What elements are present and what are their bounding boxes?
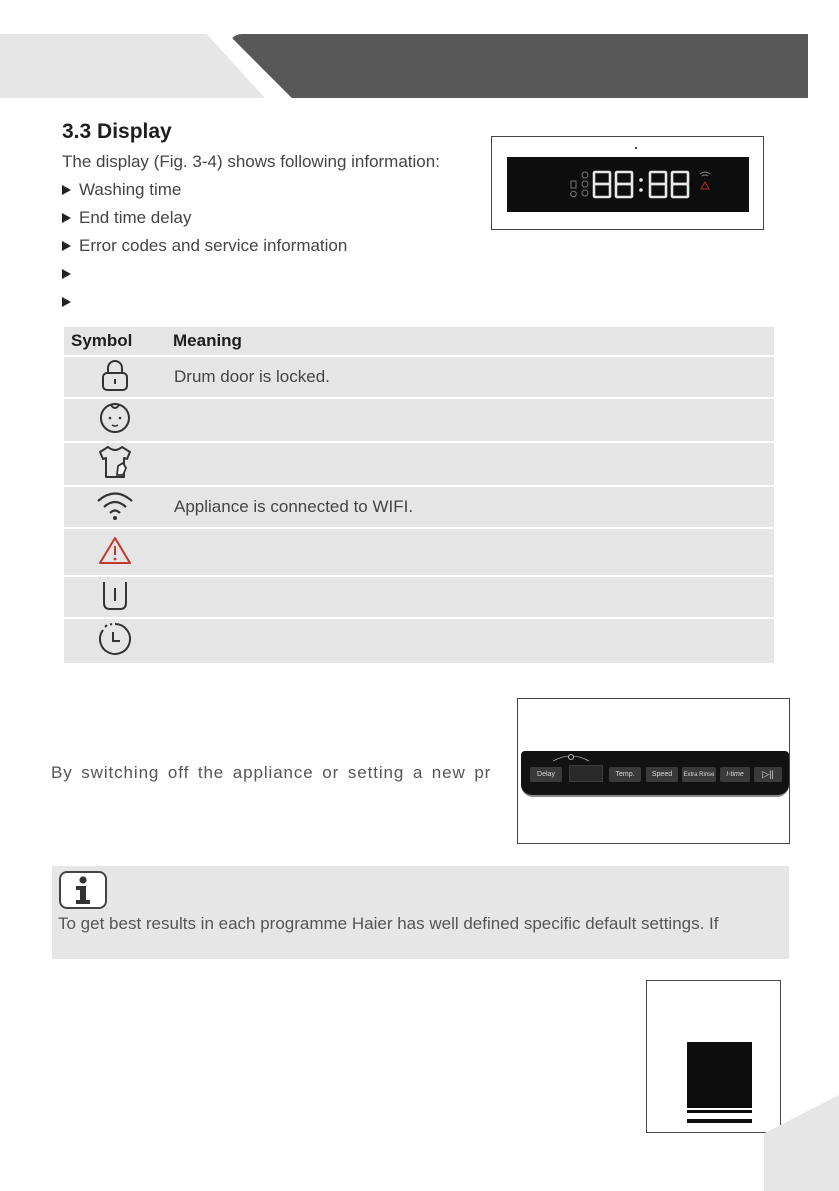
bullet-item xyxy=(62,288,347,316)
table-row xyxy=(64,355,774,397)
meaning-cell xyxy=(166,575,774,617)
table-row xyxy=(64,397,774,441)
triangle-bullet-icon xyxy=(62,269,71,279)
display-wifi-icon xyxy=(698,169,712,191)
bullet-list xyxy=(62,176,347,316)
intro-text: The display (Fig. 3-4) shows following information: xyxy=(62,152,440,171)
info-note xyxy=(52,866,789,959)
control-panel-figure xyxy=(517,698,790,844)
display-screen xyxy=(507,157,749,212)
info-icon xyxy=(59,871,107,909)
table-row xyxy=(64,485,774,527)
drum-icon xyxy=(101,579,129,611)
time-digits xyxy=(592,170,692,200)
body-text: By switching off the appliance or setting a new pr xyxy=(51,763,491,782)
table-row xyxy=(64,575,774,617)
table-row xyxy=(64,527,774,575)
temp-button[interactable]: Temp. xyxy=(609,767,641,782)
lock-icon xyxy=(100,358,130,392)
display-figure xyxy=(491,136,764,230)
header-meaning: Meaning xyxy=(166,327,774,355)
table-row xyxy=(64,441,774,485)
header-symbol: Symbol xyxy=(64,327,166,355)
figure-base xyxy=(687,1119,752,1123)
meaning-cell xyxy=(166,617,774,663)
bullet-item: End time delay xyxy=(62,204,347,232)
table-row xyxy=(64,617,774,663)
header-tab-left xyxy=(0,34,265,98)
wifi-icon xyxy=(95,489,135,521)
meaning-cell xyxy=(166,441,774,485)
detergent-figure xyxy=(646,980,781,1133)
triangle-bullet-icon xyxy=(62,213,71,223)
delay-button[interactable]: Delay xyxy=(530,767,562,782)
meaning-cell xyxy=(166,397,774,441)
bullet-item xyxy=(62,260,347,288)
extra-rinse-button[interactable]: Extra Rinse xyxy=(682,767,716,782)
bullet-item: Error codes and service information xyxy=(62,232,347,260)
triangle-bullet-icon xyxy=(62,241,71,251)
control-panel xyxy=(521,751,789,797)
meaning-cell: Appliance is connected to WIFI. xyxy=(166,485,774,527)
program-dial-icon xyxy=(551,753,591,763)
symbol-table xyxy=(64,327,774,663)
bullet-item: Washing time xyxy=(62,176,347,204)
child-lock-icon xyxy=(97,401,133,435)
seven-segment-digits xyxy=(592,170,692,200)
timer-icon xyxy=(97,621,133,657)
section-title: 3.3 Display xyxy=(62,120,172,143)
triangle-bullet-icon xyxy=(62,185,71,195)
note-text: To get best results in each programme Haier has well defined specific default settings. If xyxy=(58,914,719,933)
meaning-cell: Drum door is locked. xyxy=(166,355,774,397)
i-time-button[interactable]: I-time xyxy=(720,767,750,782)
meaning-cell xyxy=(166,527,774,575)
triangle-bullet-icon xyxy=(62,297,71,307)
shirt-icon xyxy=(96,444,134,480)
warning-icon xyxy=(98,535,132,565)
panel-display xyxy=(569,765,603,782)
header-tab-right xyxy=(228,34,808,98)
table-header-row xyxy=(64,327,774,355)
speed-button[interactable]: Speed xyxy=(646,767,678,782)
start-pause-button[interactable]: ▷|| xyxy=(754,767,782,782)
figure-block xyxy=(687,1042,752,1113)
